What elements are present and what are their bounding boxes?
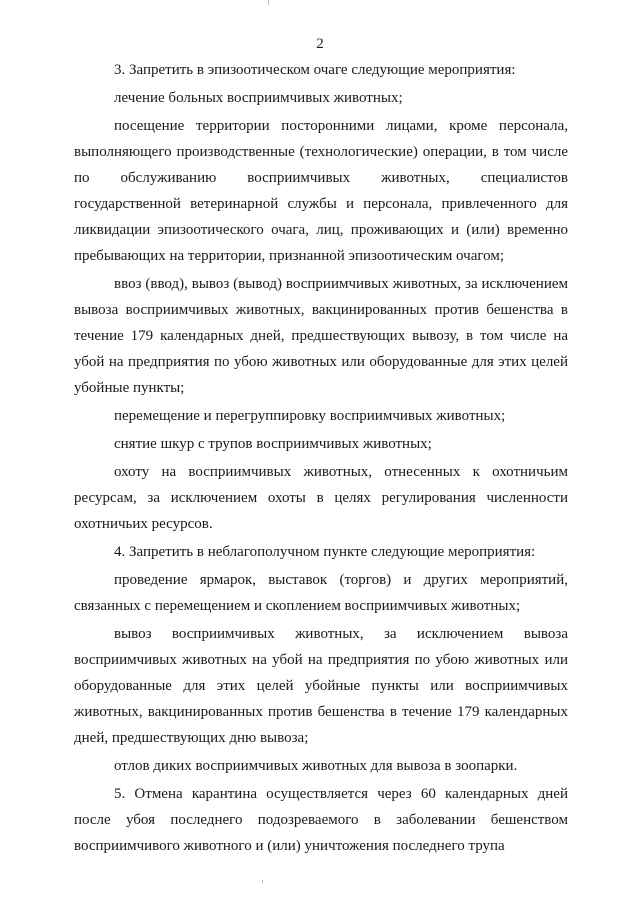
- paragraph-fairs-ban: проведение ярмарок, выставок (торгов) и других мероприятий, связанных с перемещением и скоплением восприимчивых животных;: [74, 572, 568, 614]
- page-number: 2: [316, 36, 324, 52]
- paragraph-import-export-ban: ввоз (ввод), вывоз (вывод) восприимчивых животных, за исключением вывоза восприимчивых животных, вакцинированных против бешенства в течение 179 календарных дней, предшествующих вывозу, в том числе на убой на предприятия по убою животных или оборудованные для этих целей убойные пункты;: [74, 276, 568, 396]
- paragraph-hunting-ban: охоту на восприимчивых животных, отнесенных к охотничьим ресурсам, за исключением охоты в целях регулирования численности охотничьих ресурсов.: [74, 464, 568, 532]
- paragraph-removal-ban: вывоз восприимчивых животных, за исключением вывоза восприимчивых животных на убой на предприятия по убою животных или оборудованные для этих целей убойные пункты или восприимчивых животных, вакцинированных против бешенства в течение 179 календарных дней, предшествующих дню вывоза;: [74, 626, 568, 746]
- paragraph-visit-ban: посещение территории посторонними лицами, кроме персонала, выполняющего производственные (технологические) операции, в том числе по обслуживанию восприимчивых животных, специалистов государственной ветеринарной службы и персонала, привлеченного для ликвидации эпизоотического очага, лиц, проживающих и (или) временно пребывающих на территории, признанной эпизоотическим очагом;: [74, 118, 568, 264]
- paragraph-treatment-ban: лечение больных восприимчивых животных;: [114, 90, 403, 106]
- scan-artifact-bottom: [262, 880, 263, 883]
- paragraph-item-3-heading: 3. Запретить в эпизоотическом очаге следующие мероприятия:: [114, 62, 516, 78]
- paragraph-item-5-quarantine: 5. Отмена карантина осуществляется через 60 календарных дней после убоя последнего подозреваемого в заболевании бешенством восприимчивого животного и (или) уничтожения последнего трупа: [74, 786, 568, 854]
- paragraph-item-4-heading: 4. Запретить в неблагополучном пункте следующие мероприятия:: [114, 544, 536, 560]
- paragraph-skinning-ban: снятие шкур с трупов восприимчивых животных;: [114, 436, 432, 452]
- paragraph-capture-ban: отлов диких восприимчивых животных для вывоза в зоопарки.: [114, 758, 518, 774]
- document-body: [74, 57, 568, 859]
- scan-artifact-top: [268, 0, 269, 5]
- paragraph-relocation-ban: перемещение и перегруппировку восприимчивых животных;: [114, 408, 506, 424]
